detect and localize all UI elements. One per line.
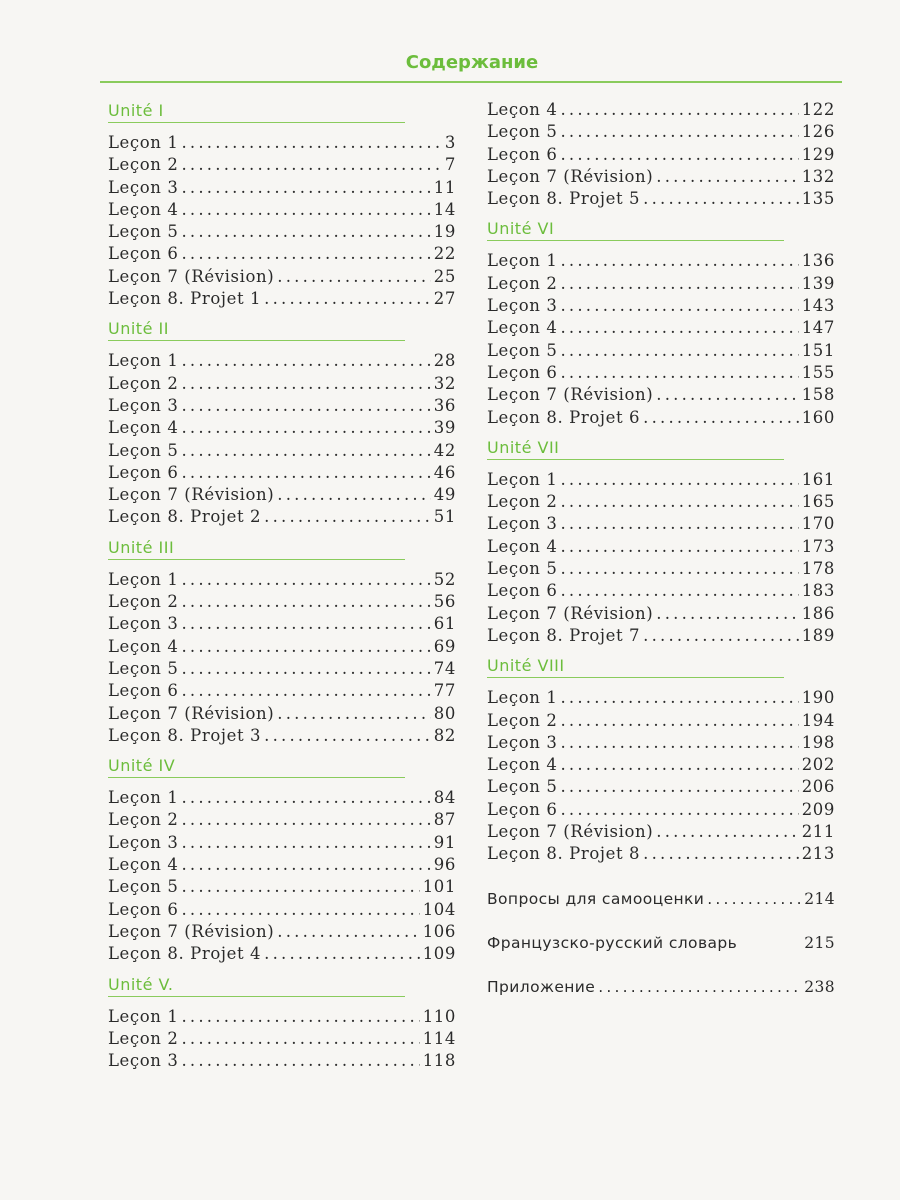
toc-entry <box>108 725 456 747</box>
entry-label: Leçon 2 <box>487 710 558 730</box>
page-number: 189 <box>801 625 835 645</box>
leader-dots <box>640 843 799 865</box>
toc-entry <box>108 395 456 417</box>
page-number: 69 <box>433 636 456 656</box>
page-number: 213 <box>801 844 835 864</box>
toc-entry <box>487 580 835 602</box>
entry-label: Leçon 1 <box>108 351 179 371</box>
unit-heading: Unité IV <box>108 755 405 778</box>
entry-label: Leçon 3 <box>108 1051 179 1071</box>
toc-entry <box>487 536 835 558</box>
page-number: 186 <box>801 603 835 623</box>
entry-label: Leçon 3 <box>487 296 558 316</box>
toc-entry <box>108 440 456 462</box>
toc-entry-appendix <box>487 888 835 910</box>
page-number: 170 <box>801 514 835 534</box>
leader-dots <box>704 888 801 910</box>
toc-entry <box>487 384 835 406</box>
entry-label: Leçon 8. Projet 7 <box>487 625 641 645</box>
toc-entry <box>487 99 835 121</box>
entry-label: Leçon 8. Projet 1 <box>108 289 262 309</box>
unit-heading: Unité VII <box>487 437 784 460</box>
page-number: 161 <box>801 469 835 489</box>
page-number: 82 <box>433 725 456 745</box>
page-number: 135 <box>801 189 835 209</box>
page-number: 61 <box>433 614 456 634</box>
toc-entry <box>487 603 835 625</box>
toc-entry <box>108 832 456 854</box>
toc-entry <box>108 921 456 943</box>
toc-entry <box>108 1050 456 1072</box>
toc-entry <box>108 266 456 288</box>
toc-entry <box>108 350 456 372</box>
page-number: 215 <box>804 933 835 952</box>
entry-label: Leçon 4 <box>108 636 179 656</box>
page-number: 91 <box>433 832 456 852</box>
leader-dots <box>178 680 430 702</box>
unit-heading: Unité I <box>108 100 405 123</box>
toc-entry <box>487 144 835 166</box>
leader-dots <box>557 250 798 272</box>
leader-dots <box>557 799 798 821</box>
entry-label: Leçon 3 <box>108 177 179 197</box>
toc-entry-appendix <box>487 932 835 954</box>
page-number: 49 <box>433 485 456 505</box>
leader-dots <box>178 832 430 854</box>
page-number: 80 <box>433 703 456 723</box>
leader-dots <box>653 603 798 625</box>
leader-dots <box>557 121 798 143</box>
entry-label: Leçon 1 <box>487 688 558 708</box>
leader-dots <box>557 340 798 362</box>
entry-label: Leçon 8. Projet 5 <box>487 189 641 209</box>
leader-dots <box>653 821 798 843</box>
toc-entry <box>108 703 456 725</box>
entry-label: Leçon 8. Projet 8 <box>487 844 641 864</box>
entry-label: Leçon 6 <box>108 681 179 701</box>
leader-dots <box>178 350 430 372</box>
page-number: 3 <box>444 133 456 152</box>
leader-dots <box>178 1028 419 1050</box>
toc-entry <box>108 484 456 506</box>
page-number: 209 <box>801 799 835 819</box>
entry-label: Leçon 3 <box>487 732 558 752</box>
entry-label: Leçon 5 <box>487 559 558 579</box>
page-number: 139 <box>801 273 835 293</box>
entry-label: Leçon 5 <box>487 777 558 797</box>
entry-label: Leçon 7 (Révision) <box>487 603 654 623</box>
entry-label: Leçon 6 <box>487 799 558 819</box>
toc-entry <box>108 854 456 876</box>
toc-entry <box>108 613 456 635</box>
page-number: 101 <box>422 877 456 897</box>
entry-label: Leçon 5 <box>108 658 179 678</box>
toc-entry <box>487 754 835 776</box>
toc-entry <box>108 680 456 702</box>
page-number: 14 <box>433 199 456 219</box>
unit-heading: Unité VI <box>487 218 784 241</box>
page-number: 25 <box>433 266 456 286</box>
leader-dots <box>178 373 430 395</box>
toc-entry <box>487 491 835 513</box>
leader-dots <box>653 384 798 406</box>
toc-entry <box>108 199 456 221</box>
toc-entry <box>487 188 835 210</box>
toc-entry <box>108 417 456 439</box>
toc-entry <box>487 776 835 798</box>
entry-label: Leçon 8. Projet 2 <box>108 507 262 527</box>
leader-dots <box>557 317 798 339</box>
page-number: 190 <box>801 688 835 708</box>
entry-label: Leçon 4 <box>487 318 558 338</box>
toc-entry <box>487 625 835 647</box>
entry-label: Leçon 5 <box>487 122 558 142</box>
page-number: 77 <box>433 681 456 701</box>
entry-label: Leçon 2 <box>108 373 179 393</box>
entry-label: Leçon 7 (Révision) <box>487 822 654 842</box>
toc-entry <box>108 1028 456 1050</box>
leader-dots <box>557 491 798 513</box>
entry-label: Leçon 4 <box>108 855 179 875</box>
page-number: 238 <box>804 978 835 997</box>
page-number: 211 <box>801 822 835 842</box>
page-number: 122 <box>801 100 835 119</box>
leader-dots <box>178 899 419 921</box>
leader-dots <box>557 710 798 732</box>
unit-heading: Unité III <box>108 537 405 560</box>
page-number: 56 <box>433 592 456 612</box>
entry-label: Leçon 8. Projet 4 <box>108 944 262 964</box>
toc-entry <box>487 558 835 580</box>
toc-entry <box>108 636 456 658</box>
entry-label: Leçon 4 <box>487 755 558 775</box>
leader-dots <box>178 613 430 635</box>
leader-dots <box>557 513 798 535</box>
toc-entry <box>108 787 456 809</box>
leader-dots <box>557 558 798 580</box>
leader-dots <box>274 266 431 288</box>
toc-entry <box>108 569 456 591</box>
leader-dots <box>178 395 430 417</box>
leader-dots <box>178 636 430 658</box>
unit-heading: Unité VIII <box>487 655 784 678</box>
leader-dots <box>640 188 799 210</box>
toc-entry <box>108 221 456 243</box>
page-number: 158 <box>801 385 835 405</box>
toc-right-column <box>487 99 835 999</box>
toc-entry <box>108 943 456 965</box>
toc-entry <box>108 1006 456 1028</box>
toc-entry <box>108 288 456 310</box>
toc-entry <box>487 362 835 384</box>
entry-label: Leçon 1 <box>487 469 558 489</box>
leader-dots <box>178 854 430 876</box>
entry-label: Leçon 7 (Révision) <box>487 385 654 405</box>
page-number: 74 <box>433 658 456 678</box>
leader-dots <box>178 462 430 484</box>
entry-label: Вопросы для самооценки <box>487 889 705 908</box>
toc-entry <box>108 132 456 154</box>
page-number: 136 <box>801 251 835 271</box>
leader-dots <box>178 787 430 809</box>
entry-label: Leçon 6 <box>108 244 179 264</box>
page-number: 46 <box>433 462 456 482</box>
leader-dots <box>274 921 419 943</box>
leader-dots <box>274 703 431 725</box>
leader-dots <box>178 199 430 221</box>
entry-label: Leçon 6 <box>487 362 558 382</box>
leader-dots <box>178 1050 419 1072</box>
toc-entry <box>108 373 456 395</box>
toc-entry <box>108 154 456 176</box>
entry-label: Leçon 7 (Révision) <box>108 921 275 941</box>
entry-label: Leçon 5 <box>108 877 179 897</box>
leader-dots <box>557 469 798 491</box>
leader-dots <box>640 407 799 429</box>
page-number: 194 <box>801 710 835 730</box>
toc-entry <box>108 177 456 199</box>
page-number: 96 <box>433 855 456 875</box>
leader-dots <box>261 288 431 310</box>
page-number: 84 <box>433 788 456 808</box>
toc-entry <box>108 462 456 484</box>
page-number: 178 <box>801 559 835 579</box>
toc-left-column <box>108 100 456 1072</box>
page-number: 160 <box>801 407 835 427</box>
leader-dots <box>261 943 420 965</box>
page-number: 7 <box>444 155 456 175</box>
leader-dots <box>178 876 419 898</box>
page-number: 206 <box>801 777 835 797</box>
toc-entry <box>487 732 835 754</box>
page-number: 198 <box>801 732 835 752</box>
leader-dots <box>595 976 801 998</box>
page-title: Содержание <box>405 52 539 73</box>
toc-entry <box>108 658 456 680</box>
leader-dots <box>557 295 798 317</box>
page-number: 42 <box>433 440 456 460</box>
entry-label: Leçon 4 <box>487 100 558 119</box>
page-number: 126 <box>801 122 835 142</box>
page-number: 104 <box>422 899 456 919</box>
toc-entry <box>108 243 456 265</box>
toc-entry <box>487 407 835 429</box>
page-number: 183 <box>801 581 835 601</box>
toc-entry <box>487 513 835 535</box>
toc-entry <box>487 843 835 865</box>
entry-label: Leçon 2 <box>487 492 558 512</box>
leader-dots <box>653 166 798 188</box>
page-number: 202 <box>801 755 835 775</box>
toc-entry <box>487 250 835 272</box>
page-number: 118 <box>422 1051 456 1071</box>
page-number: 132 <box>801 166 835 186</box>
entry-label: Leçon 2 <box>108 810 179 830</box>
page-number: 155 <box>801 362 835 382</box>
entry-label: Leçon 6 <box>108 462 179 482</box>
entry-label: Leçon 3 <box>487 514 558 534</box>
page-number: 106 <box>422 921 456 941</box>
unit-heading: Unité V. <box>108 974 405 997</box>
entry-label: Leçon 1 <box>487 251 558 271</box>
page-number: 165 <box>801 492 835 512</box>
leader-dots <box>557 732 798 754</box>
leader-dots <box>178 417 430 439</box>
entry-label: Leçon 7 (Révision) <box>487 166 654 186</box>
entry-label: Leçon 6 <box>487 581 558 601</box>
leader-dots <box>557 687 798 709</box>
leader-dots <box>178 440 430 462</box>
page-number: 129 <box>801 144 835 164</box>
toc-entry <box>108 591 456 613</box>
entry-label: Leçon 1 <box>108 133 179 152</box>
leader-dots <box>178 154 441 176</box>
entry-label: Leçon 4 <box>108 199 179 219</box>
entry-label: Leçon 1 <box>108 1006 179 1026</box>
entry-label: Leçon 2 <box>108 1028 179 1048</box>
entry-label: Leçon 1 <box>108 569 179 589</box>
toc-entry <box>487 273 835 295</box>
page-number: 19 <box>433 222 456 242</box>
leader-dots <box>178 132 441 154</box>
entry-label: Leçon 8. Projet 6 <box>487 407 641 427</box>
entry-label: Leçon 7 (Révision) <box>108 485 275 505</box>
entry-label: Leçon 1 <box>108 788 179 808</box>
entry-label: Leçon 5 <box>108 440 179 460</box>
entry-label: Leçon 7 (Révision) <box>108 266 275 286</box>
leader-dots <box>178 569 430 591</box>
entry-label: Leçon 7 (Révision) <box>108 703 275 723</box>
entry-label: Leçon 8. Projet 3 <box>108 725 262 745</box>
toc-entry <box>487 469 835 491</box>
toc-entry <box>487 687 835 709</box>
leader-dots <box>557 580 798 602</box>
entry-label: Leçon 5 <box>108 222 179 242</box>
toc-entry-appendix <box>487 976 835 998</box>
page-number: 214 <box>804 889 835 908</box>
entry-label: Leçon 2 <box>108 592 179 612</box>
leader-dots <box>178 658 430 680</box>
leader-dots <box>178 1006 419 1028</box>
leader-dots <box>557 99 798 121</box>
page-number: 36 <box>433 395 456 415</box>
entry-label: Французско-русский словарь <box>487 933 738 952</box>
toc-entry <box>487 710 835 732</box>
page-number: 109 <box>422 944 456 964</box>
toc-entry <box>487 121 835 143</box>
entry-label: Leçon 3 <box>108 614 179 634</box>
leader-dots <box>640 625 799 647</box>
leader-dots <box>557 776 798 798</box>
entry-label: Leçon 2 <box>108 155 179 175</box>
entry-label: Leçon 3 <box>108 832 179 852</box>
toc-entry <box>487 799 835 821</box>
page-number: 173 <box>801 536 835 556</box>
page-number: 114 <box>422 1028 456 1048</box>
entry-label: Leçon 4 <box>487 536 558 556</box>
page-number: 143 <box>801 296 835 316</box>
page-number: 27 <box>433 289 456 309</box>
toc-entry <box>487 295 835 317</box>
toc-entry <box>487 317 835 339</box>
leader-dots <box>178 221 430 243</box>
leader-dots <box>261 506 431 528</box>
leader-dots <box>178 243 430 265</box>
leader-dots <box>261 725 431 747</box>
page-number: 151 <box>801 340 835 360</box>
page-number: 52 <box>433 569 456 589</box>
page-number: 32 <box>433 373 456 393</box>
entry-label: Leçon 4 <box>108 418 179 438</box>
page-number: 11 <box>433 177 456 197</box>
leader-dots <box>557 362 798 384</box>
unit-heading: Unité II <box>108 318 405 341</box>
entry-label: Приложение <box>487 978 596 997</box>
leader-dots <box>274 484 431 506</box>
entry-label: Leçon 6 <box>487 144 558 164</box>
page-number: 39 <box>433 418 456 438</box>
entry-label: Leçon 6 <box>108 899 179 919</box>
toc-entry <box>487 340 835 362</box>
leader-dots <box>557 144 798 166</box>
header-divider <box>100 81 842 83</box>
leader-dots <box>557 536 798 558</box>
toc-entry <box>108 506 456 528</box>
toc-entry <box>487 166 835 188</box>
page-number: 87 <box>433 810 456 830</box>
page-number: 51 <box>433 507 456 527</box>
toc-entry <box>487 821 835 843</box>
entry-label: Leçon 3 <box>108 395 179 415</box>
toc-entry <box>108 876 456 898</box>
toc-entry <box>108 899 456 921</box>
toc-entry <box>108 809 456 831</box>
leader-dots <box>178 177 430 199</box>
leader-dots <box>557 273 798 295</box>
page-number: 22 <box>433 244 456 264</box>
page-number: 110 <box>422 1006 456 1026</box>
page-number: 147 <box>801 318 835 338</box>
leader-dots <box>178 591 430 613</box>
leader-dots <box>178 809 430 831</box>
leader-dots <box>557 754 798 776</box>
entry-label: Leçon 2 <box>487 273 558 293</box>
entry-label: Leçon 5 <box>487 340 558 360</box>
page-number: 28 <box>433 351 456 371</box>
